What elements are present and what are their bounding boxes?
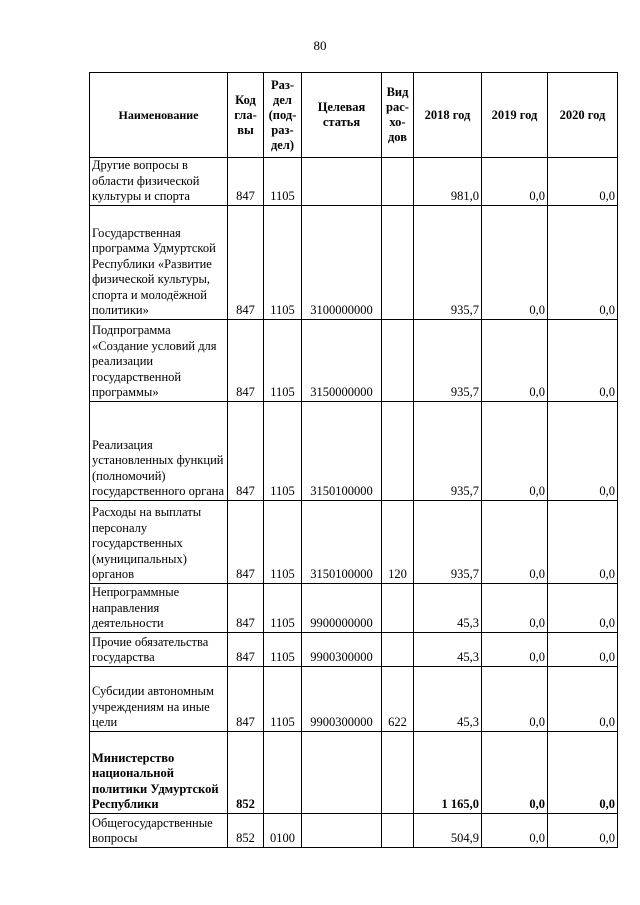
- section-code: 0100: [264, 813, 302, 847]
- value-2020: 0,0: [548, 158, 618, 206]
- chapter-code: 847: [228, 158, 264, 206]
- header-2018: 2018 год: [414, 73, 482, 158]
- table-row: [90, 731, 618, 813]
- value-2018: 45,3: [414, 666, 482, 731]
- expense-kind: [382, 319, 414, 401]
- value-2020: 0,0: [548, 583, 618, 632]
- expense-kind: [382, 401, 414, 500]
- chapter-code: 847: [228, 632, 264, 666]
- value-2019: 0,0: [482, 500, 548, 583]
- value-2019: 0,0: [482, 632, 548, 666]
- header-target-article: Целевая статья: [302, 73, 382, 158]
- value-2020: 0,0: [548, 500, 618, 583]
- header-name: Наименование: [90, 73, 228, 158]
- row-name: Расходы на выплаты персоналу государственных (муниципальных) органов: [90, 500, 228, 583]
- section-code: [264, 731, 302, 813]
- table-row: [90, 158, 618, 206]
- value-2020: 0,0: [548, 205, 618, 319]
- target-article: 3150000000: [302, 319, 382, 401]
- value-2018: 935,7: [414, 500, 482, 583]
- table-row: [90, 401, 618, 500]
- row-name: Субсидии автономным учреждениям на иные цели: [90, 666, 228, 731]
- value-2018: 45,3: [414, 583, 482, 632]
- header-section: Раз- дел (под- раз- дел): [264, 73, 302, 158]
- header-expense-kind: Вид рас- хо- дов: [382, 73, 414, 158]
- value-2019: 0,0: [482, 205, 548, 319]
- section-code: 1105: [264, 666, 302, 731]
- chapter-code: 852: [228, 813, 264, 847]
- target-article: [302, 813, 382, 847]
- value-2019: 0,0: [482, 583, 548, 632]
- row-name: Другие вопросы в области физической культуры и спорта: [90, 158, 228, 206]
- expense-kind: [382, 632, 414, 666]
- value-2020: 0,0: [548, 401, 618, 500]
- chapter-code: 852: [228, 731, 264, 813]
- table-row: [90, 632, 618, 666]
- value-2019: 0,0: [482, 158, 548, 206]
- section-code: 1105: [264, 500, 302, 583]
- value-2019: 0,0: [482, 666, 548, 731]
- value-2018: 935,7: [414, 319, 482, 401]
- row-name: Государственная программа Удмуртской Республики «Развитие физической культуры, спорта и молодёжной политики»: [90, 205, 228, 319]
- value-2018: 935,7: [414, 205, 482, 319]
- value-2019: 0,0: [482, 813, 548, 847]
- section-code: 1105: [264, 632, 302, 666]
- value-2020: 0,0: [548, 813, 618, 847]
- expense-kind: [382, 583, 414, 632]
- value-2020: 0,0: [548, 731, 618, 813]
- page-number: 80: [313, 38, 327, 53]
- header-chapter-code: Код гла- вы: [228, 73, 264, 158]
- section-code: 1105: [264, 158, 302, 206]
- value-2019: 0,0: [482, 319, 548, 401]
- section-code: 1105: [264, 401, 302, 500]
- section-code: 1105: [264, 583, 302, 632]
- target-article: 9900000000: [302, 583, 382, 632]
- chapter-code: 847: [228, 583, 264, 632]
- chapter-code: 847: [228, 500, 264, 583]
- target-article: [302, 158, 382, 206]
- row-name: Прочие обязательства государства: [90, 632, 228, 666]
- value-2018: 981,0: [414, 158, 482, 206]
- chapter-code: 847: [228, 319, 264, 401]
- expense-kind: 622: [382, 666, 414, 731]
- expense-kind: [382, 813, 414, 847]
- target-article: 9900300000: [302, 632, 382, 666]
- table-row: [90, 813, 618, 847]
- row-name: Непрограммные направления деятельности: [90, 583, 228, 632]
- row-name: Общегосударственные вопросы: [90, 813, 228, 847]
- value-2018: 1 165,0: [414, 731, 482, 813]
- table-row: [90, 583, 618, 632]
- table-row: [90, 500, 618, 583]
- header-2019: 2019 год: [482, 73, 548, 158]
- table-row: [90, 666, 618, 731]
- header-2020: 2020 год: [548, 73, 618, 158]
- row-name: Министерство национальной политики Удмуртской Республики: [90, 731, 228, 813]
- table-row: [90, 205, 618, 319]
- value-2020: 0,0: [548, 319, 618, 401]
- value-2020: 0,0: [548, 632, 618, 666]
- target-article: 9900300000: [302, 666, 382, 731]
- value-2018: 504,9: [414, 813, 482, 847]
- section-code: 1105: [264, 205, 302, 319]
- chapter-code: 847: [228, 666, 264, 731]
- row-name: Реализация установленных функций (полномочий) государственного органа: [90, 401, 228, 500]
- expense-kind: [382, 158, 414, 206]
- target-article: 3150100000: [302, 500, 382, 583]
- value-2020: 0,0: [548, 666, 618, 731]
- value-2018: 45,3: [414, 632, 482, 666]
- expense-kind: [382, 731, 414, 813]
- chapter-code: 847: [228, 401, 264, 500]
- chapter-code: 847: [228, 205, 264, 319]
- target-article: [302, 731, 382, 813]
- row-name: Подпрограмма «Создание условий для реализации государственной программы»: [90, 319, 228, 401]
- value-2018: 935,7: [414, 401, 482, 500]
- value-2019: 0,0: [482, 401, 548, 500]
- table-row: [90, 319, 618, 401]
- budget-table: [89, 72, 618, 848]
- expense-kind: 120: [382, 500, 414, 583]
- section-code: 1105: [264, 319, 302, 401]
- expense-kind: [382, 205, 414, 319]
- target-article: 3100000000: [302, 205, 382, 319]
- value-2019: 0,0: [482, 731, 548, 813]
- header-row: [90, 73, 618, 158]
- target-article: 3150100000: [302, 401, 382, 500]
